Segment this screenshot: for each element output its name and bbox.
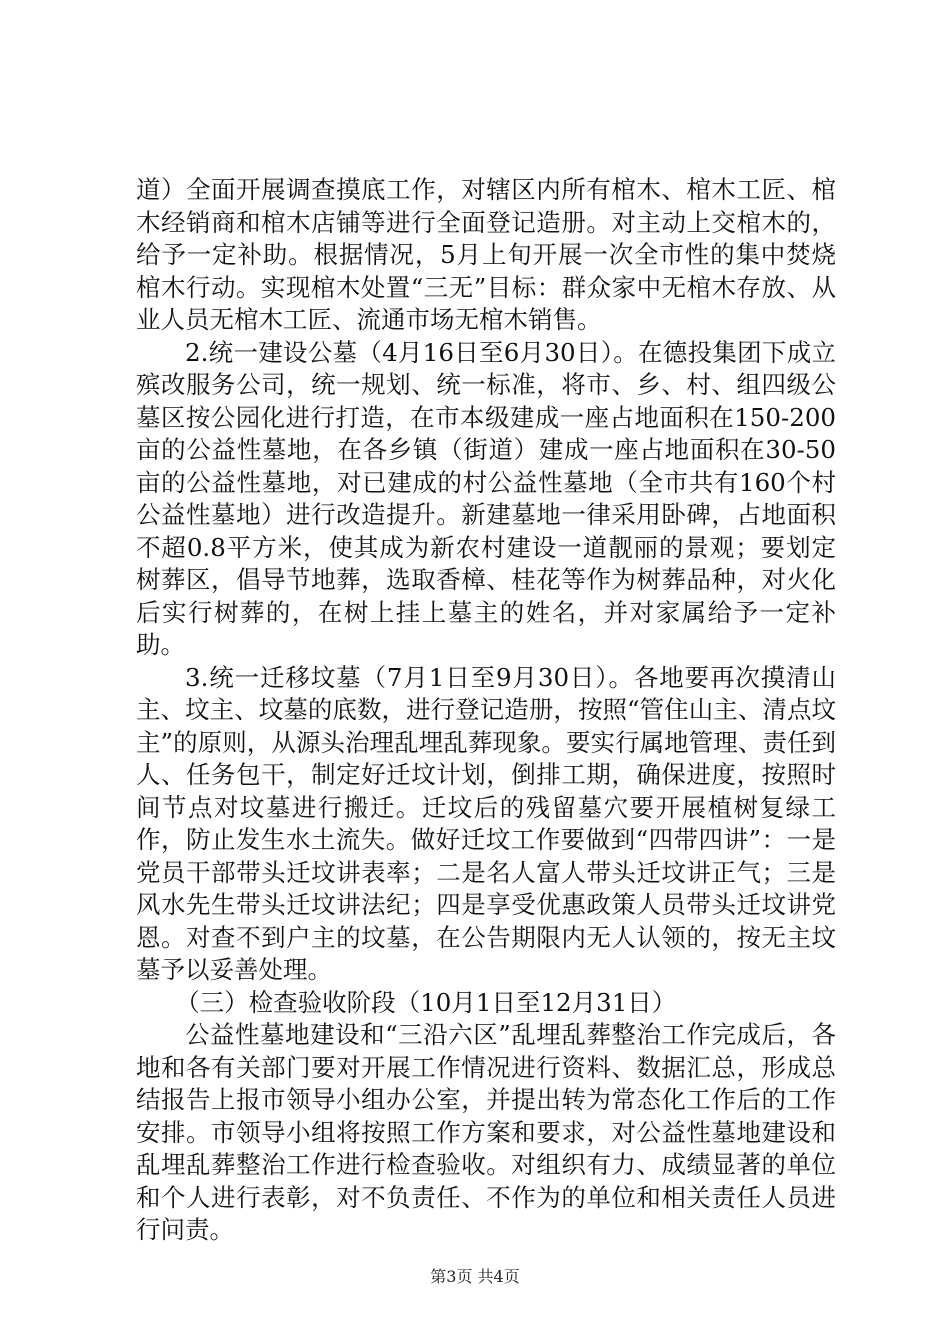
paragraph-item-3: 3.统一迁移坟墓（7月1日至9月30日）。各地要再次摸清山主、坟主、坟墓的底数，进行登记造册，按照“管住山主、清点坟主”的原则，从源头治理乱埋乱葬现象。要实行属地管理、责任到人、任务包干，制定好迁坟计划，倒排工期，确保进度，按照时间节点对坟墓进行搬迁。迁坟后的残留墓穴要开展植树复绿工作，防止发生水土流失。做好迁坟工作要做到“四带四讲”：一是党员干部带头迁坟讲表率；二是名人富人带头迁坟讲正气；三是风水先生带头迁坟讲法纪；四是享受优惠政策人员带头迁坟讲党恩。对查不到户主的坟墓，在公告期限内无人认领的，按无主坟墓予以妥善处理。 — [136, 662, 836, 984]
paragraph-item-2: 2.统一建设公墓（4月16日至6月30日）。在德投集团下成立殡改服务公司，统一规划、统一标准，将市、乡、村、组四级公墓区按公园化进行打造，在市本级建成一座占地面积在150-200亩的公益性墓地，在各乡镇（街道）建成一座占地面积在30-50亩的公益性墓地，对已建成的村公益性墓地（全市共有160个村公益性墓地）进行改造提升。新建墓地一律采用卧碑，占地面积不超0.8平方米，使其成为新农村建设一道靓丽的景观；要划定树葬区，倡导节地葬，选取香樟、桂花等作为树葬品种，对火化后实行树葬的，在树上挂上墓主的姓名，并对家属给予一定补助。 — [136, 337, 836, 659]
paragraph-continuation: 道）全面开展调查摸底工作，对辖区内所有棺木、棺木工匠、棺木经销商和棺木店铺等进行全面登记造册。对主动上交棺木的，给予一定补助。根据情况，5月上旬开展一次全市性的集中焚烧棺木行动。实现棺木处置“三无”目标：群众家中无棺木存放、从业人员无棺木工匠、流通市场无棺木销售。 — [136, 175, 836, 334]
document-body — [136, 174, 836, 1247]
paragraph-section-body: 公益性墓地建设和“三沿六区”乱埋乱葬整治工作完成后，各地和各有关部门要对开展工作情况进行资料、数据汇总，形成总结报告上报市领导小组办公室，并提出转为常态化工作后的工作安排。市领导小组将按照工作方案和要求，对公益性墓地建设和乱埋乱葬整治工作进行检查验收。对组织有力、成绩显著的单位和个人进行表彰，对不负责任、不作为的单位和相关责任人员进行问责。 — [136, 1020, 836, 1244]
page-footer: 第3页 共4页 — [430, 1267, 520, 1286]
section-heading: （三）检查验收阶段（10月1日至12月31日） — [175, 987, 677, 1017]
